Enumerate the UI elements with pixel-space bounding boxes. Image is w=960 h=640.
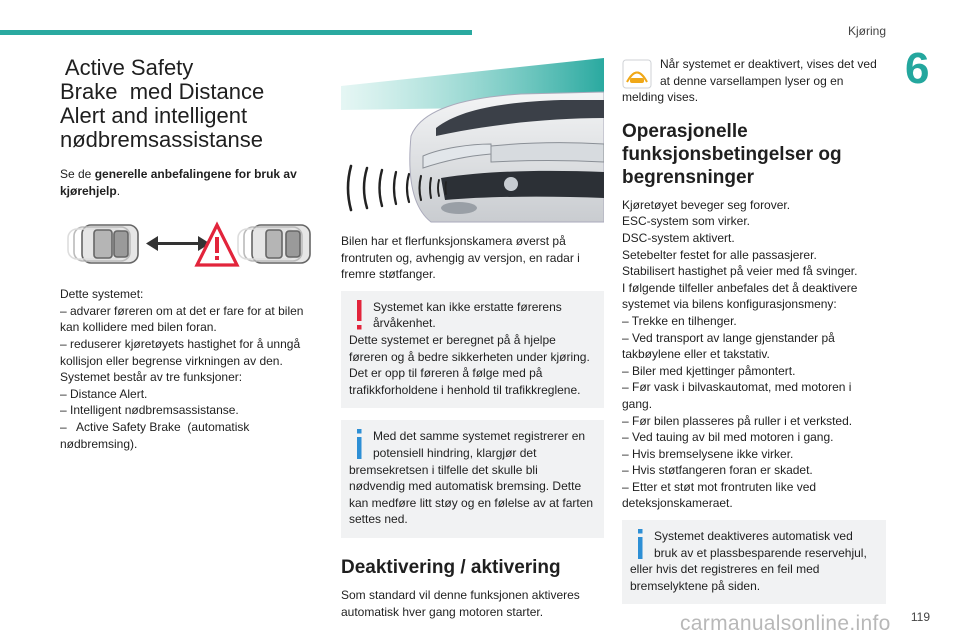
column-middle <box>341 58 604 620</box>
page-number: 119 <box>910 610 930 624</box>
text-line: – Distance Alert. <box>60 386 148 401</box>
rear-car-icon <box>68 225 138 263</box>
intro-link-text: generelle anbefalingene for bruk av kjørehjelp <box>60 167 297 198</box>
text-line: Stabilisert hastighet på veier med få svinger. <box>622 264 858 279</box>
text-line: – Hvis støtfangeren foran er skadet. <box>622 463 813 478</box>
car-front-image <box>410 92 604 222</box>
section-heading <box>60 56 318 152</box>
text-line: at denne varsellampen lyser og en <box>660 73 844 88</box>
operating-conditions-heading <box>622 120 886 189</box>
text-line: – Hvis bremselysene ikke virker. <box>622 446 794 461</box>
text-line: kan kollidere med bilen foran. <box>60 320 217 335</box>
text-line: – Før bilen plasseres på ruller i et verksted. <box>622 413 853 428</box>
text-line: potensiell hindring, klargjør det <box>373 445 537 460</box>
text-line: gang. <box>622 396 653 411</box>
text-line: Setebelter festet for alle passasjerer. <box>622 247 817 262</box>
camera-radar-text <box>341 233 604 283</box>
text-line: – Biler med kjettinger påmontert. <box>622 363 796 378</box>
warning-box <box>341 291 604 409</box>
intro-prefix: Se de <box>60 167 95 181</box>
text-line: Systemet består av tre funksjoner: <box>60 370 243 385</box>
info-box <box>341 420 604 538</box>
title-line: nødbremsassistanse <box>60 127 263 152</box>
intro-suffix: . <box>116 183 121 198</box>
text-line: automatisk hver gang motoren starter. <box>341 604 544 619</box>
conditions-text <box>622 197 886 512</box>
text-line: – Før vask i bilvaskautomat, med motoren i <box>622 380 852 395</box>
text-line: – Ved transport av lange gjenstander på <box>622 330 835 345</box>
text-line: årvåkenhet. <box>373 316 436 331</box>
front-car-icon <box>238 225 310 263</box>
text-line: – Intelligent nødbremsassistanse. <box>60 403 239 418</box>
text-line: Når systemet er deaktivert, vises det ved <box>660 57 877 71</box>
heading-line: Operasjonelle <box>622 120 748 142</box>
text-line: kollisjon eller begrense virkningen av den. <box>60 353 283 368</box>
title-line: Alert and intelligent <box>60 103 248 128</box>
info-i-icon <box>349 429 369 463</box>
column-right <box>622 56 886 604</box>
text-line: – Trekke en tilhenger. <box>622 313 737 328</box>
text-line: Med det samme systemet registrerer en <box>373 429 586 444</box>
text-line: nødvendig med automatisk bremsing. Dette <box>349 479 582 494</box>
text-line: – Etter et støt mot frontruten like ved <box>622 479 817 494</box>
warning-exclamation-icon <box>349 300 369 334</box>
text-line: Det er opp til føreren å følge med på <box>349 366 543 381</box>
text-line: Dette systemet er beregnet på å hjelpe <box>349 332 556 347</box>
text-line: deteksjonskameraet. <box>622 496 733 511</box>
warning-lamp-icon <box>622 59 652 89</box>
text-line: Som standard vil denne funksjonen aktiveres <box>341 587 580 602</box>
text-line: føreren og å bedre sikkerheten under kjøring. <box>349 349 590 364</box>
chapter-number: 6 <box>905 44 930 93</box>
title-line: Brake med Distance <box>60 79 265 104</box>
deactivation-text <box>341 587 604 620</box>
text-line: Kjøretøyet beveger seg forover. <box>622 197 791 212</box>
column-left <box>60 56 318 452</box>
text-line: – Ved tauing av bil med motoren i gang. <box>622 430 834 445</box>
car-front-radar-illustration <box>341 58 604 223</box>
text-line: Bilen har et flerfunksjonskamera øverst på <box>341 234 566 248</box>
text-line: systemet via bilens konfigurasjonsmeny: <box>622 297 837 312</box>
text-line: trafikkforholdene i henhold til trafikkreglene. <box>349 382 581 397</box>
text-line: bremsekretsen i tilfelle det skulle bli <box>349 462 538 477</box>
text-line: Systemet deaktiveres automatisk ved <box>654 529 853 544</box>
collision-warning-illustration <box>60 219 318 269</box>
watermark-text: carmanualsonline.info <box>680 612 891 635</box>
distance-arrow-icon <box>146 236 210 251</box>
text-line: – reduserer kjøretøyets hastighet for å unngå <box>60 336 301 351</box>
text-line: eller hvis det registreres en feil med <box>630 562 820 577</box>
text-line: melding vises. <box>622 90 699 105</box>
title-line: Active Safety <box>60 55 194 80</box>
description-text <box>60 286 318 452</box>
text-line: takbøylene eller et takstativ. <box>622 347 770 362</box>
text-line: frontruten og, avhengig av versjon, en radar i <box>341 250 580 265</box>
lamp-paragraph <box>622 56 886 106</box>
text-line: bruk av et plassbesparende reservehjul, <box>654 545 867 560</box>
section-title: Kjøring <box>847 24 886 38</box>
text-line: – advarer føreren om at det er fare for at bilen <box>60 303 304 318</box>
text-line: fremre støtfanger. <box>341 267 436 282</box>
intro-paragraph <box>60 166 318 199</box>
text-line: kan medføre litt støy og en følelse av at farten <box>349 495 594 510</box>
deactivation-heading: Deaktivering / aktivering <box>341 556 561 578</box>
header-accent-bar <box>0 30 472 35</box>
heading-line: begrensninger <box>622 166 754 188</box>
heading-line: funksjonsbetingelser og <box>622 143 842 165</box>
info-i-icon <box>630 529 650 563</box>
text-line: I følgende tilfeller anbefales det å deaktivere <box>622 280 858 295</box>
text-line: nødbremsing). <box>60 436 138 451</box>
text-line: bremselyktene på siden. <box>630 578 761 593</box>
text-line: ESC-system som virker. <box>622 214 751 229</box>
text-line: Systemet kan ikke erstatte førerens <box>373 299 562 314</box>
info-box <box>622 520 886 604</box>
text-line: Dette systemet: <box>60 287 144 302</box>
text-line: DSC-system aktivert. <box>622 230 735 245</box>
text-line: – Active Safety Brake (automatisk <box>60 419 250 434</box>
text-line: settes ned. <box>349 512 408 527</box>
